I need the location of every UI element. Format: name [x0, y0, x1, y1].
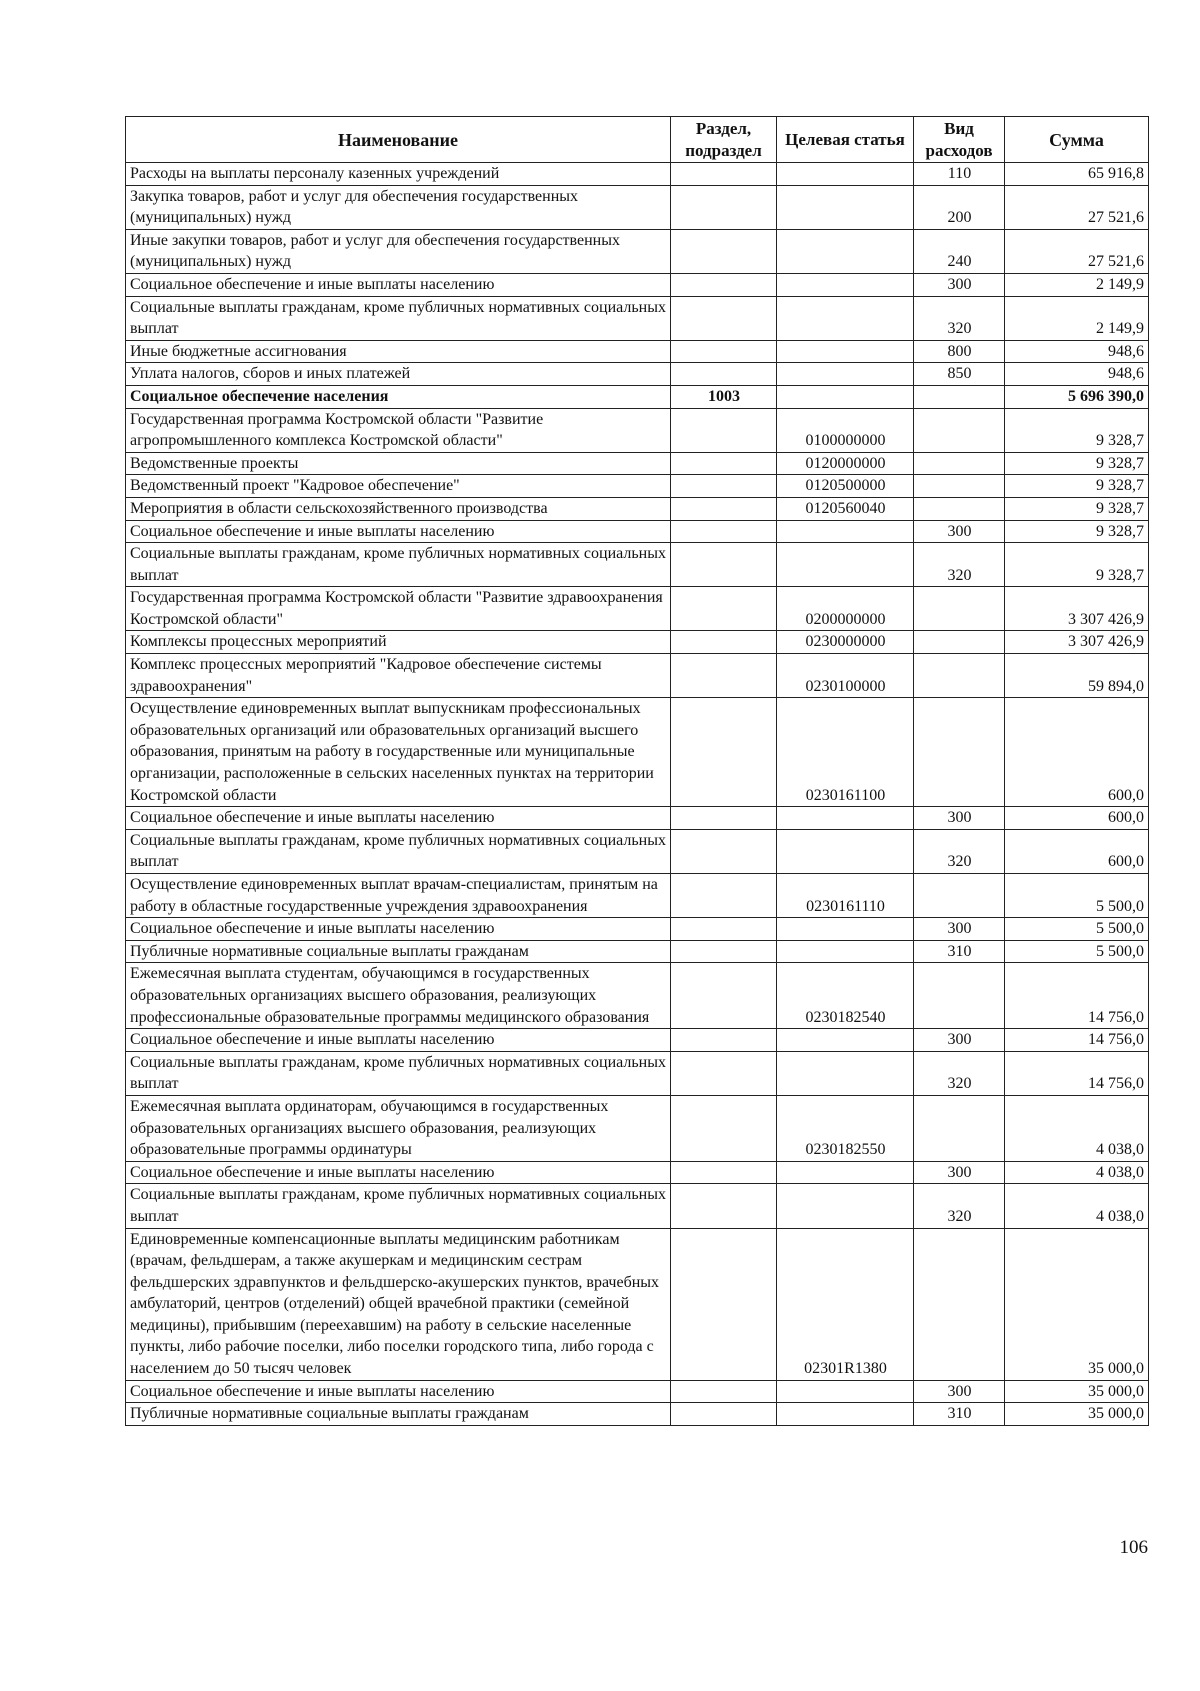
- cell-sum: 35 000,0: [1005, 1403, 1149, 1426]
- cell-target: [777, 385, 914, 408]
- cell-sum: 9 328,7: [1005, 408, 1149, 452]
- cell-name: Публичные нормативные социальные выплаты гражданам: [126, 940, 671, 963]
- cell-sum: 600,0: [1005, 807, 1149, 830]
- header-name: Наименование: [126, 117, 671, 163]
- cell-razdel: [671, 1184, 777, 1228]
- cell-vid: 300: [914, 1380, 1005, 1403]
- cell-vid: 800: [914, 340, 1005, 363]
- cell-name: Социальное обеспечение и иные выплаты населению: [126, 807, 671, 830]
- cell-vid: 300: [914, 807, 1005, 830]
- cell-sum: 4 038,0: [1005, 1161, 1149, 1184]
- cell-vid: [914, 475, 1005, 498]
- cell-vid: 240: [914, 229, 1005, 273]
- header-vid: Вид расходов: [914, 117, 1005, 163]
- cell-vid: 850: [914, 363, 1005, 386]
- table-row: [126, 1228, 1149, 1380]
- cell-razdel: [671, 1161, 777, 1184]
- table-row: [126, 229, 1149, 273]
- cell-target: [777, 1380, 914, 1403]
- cell-name: Осуществление единовременных выплат выпускникам профессиональных образовательных организаций или образовательных организаций высшего образования, принятым на работу в государственные или муниципальные организации, расположенные в сельских населенных пунктах на территории Костромской области: [126, 698, 671, 807]
- table-row: [126, 408, 1149, 452]
- cell-name: Единовременные компенсационные выплаты медицинским работникам (врачам, фельдшерам, а также акушеркам и медицинским сестрам фельдшерских здравпунктов и фельдшерско-акушерских пунктов, врачебных амбулаторий, центров (отделений) общей врачебной практики (семейной медицины), прибывшим (переехавшим) на работу в сельские населенные пункты, либо рабочие поселки, либо поселки городского типа, либо города с населением до 50 тысяч человек: [126, 1228, 671, 1380]
- cell-razdel: [671, 296, 777, 340]
- cell-target: [777, 296, 914, 340]
- cell-sum: 9 328,7: [1005, 543, 1149, 587]
- table-row: [126, 163, 1149, 186]
- cell-name: Социальные выплаты гражданам, кроме публичных нормативных социальных выплат: [126, 1184, 671, 1228]
- cell-razdel: 1003: [671, 385, 777, 408]
- cell-sum: 2 149,9: [1005, 296, 1149, 340]
- cell-razdel: [671, 497, 777, 520]
- cell-sum: 3 307 426,9: [1005, 631, 1149, 654]
- cell-name: Социальные выплаты гражданам, кроме публичных нормативных социальных выплат: [126, 543, 671, 587]
- cell-target: 0120560040: [777, 497, 914, 520]
- cell-name: Публичные нормативные социальные выплаты гражданам: [126, 1403, 671, 1426]
- table-row: [126, 1095, 1149, 1161]
- table-row: [126, 273, 1149, 296]
- cell-vid: 310: [914, 940, 1005, 963]
- table-row: [126, 1161, 1149, 1184]
- cell-sum: 9 328,7: [1005, 475, 1149, 498]
- cell-target: [777, 1029, 914, 1052]
- cell-name: Осуществление единовременных выплат врачам-специалистам, принятым на работу в областные государственные учреждения здравоохранения: [126, 874, 671, 918]
- cell-target: 0230182550: [777, 1095, 914, 1161]
- cell-sum: 5 500,0: [1005, 918, 1149, 941]
- cell-vid: 320: [914, 1184, 1005, 1228]
- cell-target: [777, 520, 914, 543]
- cell-target: [777, 1161, 914, 1184]
- cell-target: [777, 543, 914, 587]
- cell-sum: 27 521,6: [1005, 185, 1149, 229]
- cell-name: Уплата налогов, сборов и иных платежей: [126, 363, 671, 386]
- cell-vid: 300: [914, 1161, 1005, 1184]
- header-razdel: Раздел, подраздел: [671, 117, 777, 163]
- cell-target: [777, 185, 914, 229]
- table-row: [126, 1184, 1149, 1228]
- cell-name: Социальное обеспечение и иные выплаты населению: [126, 1161, 671, 1184]
- cell-name: Ежемесячная выплата студентам, обучающимся в государственных образовательных организациях высшего образования, реализующих профессиональные образовательные программы медицинского образования: [126, 963, 671, 1029]
- budget-table: [125, 116, 1149, 1426]
- cell-vid: 310: [914, 1403, 1005, 1426]
- cell-razdel: [671, 543, 777, 587]
- cell-razdel: [671, 229, 777, 273]
- table-row: [126, 363, 1149, 386]
- cell-target: [777, 807, 914, 830]
- table-row: [126, 452, 1149, 475]
- cell-razdel: [671, 829, 777, 873]
- cell-name: Государственная программа Костромской области "Развитие здравоохранения Костромской области": [126, 587, 671, 631]
- cell-vid: [914, 497, 1005, 520]
- cell-target: [777, 229, 914, 273]
- cell-sum: 5 500,0: [1005, 940, 1149, 963]
- cell-target: [777, 940, 914, 963]
- cell-razdel: [671, 408, 777, 452]
- cell-vid: [914, 698, 1005, 807]
- cell-razdel: [671, 363, 777, 386]
- cell-sum: 14 756,0: [1005, 1051, 1149, 1095]
- cell-razdel: [671, 918, 777, 941]
- cell-name: Ведомственные проекты: [126, 452, 671, 475]
- cell-target: [777, 1051, 914, 1095]
- table-row: [126, 654, 1149, 698]
- cell-name: Ведомственный проект "Кадровое обеспечение": [126, 475, 671, 498]
- cell-target: [777, 1184, 914, 1228]
- cell-sum: 948,6: [1005, 363, 1149, 386]
- table-row: [126, 963, 1149, 1029]
- cell-sum: 3 307 426,9: [1005, 587, 1149, 631]
- cell-vid: [914, 452, 1005, 475]
- cell-vid: 300: [914, 1029, 1005, 1052]
- table-row: [126, 185, 1149, 229]
- cell-sum: 5 696 390,0: [1005, 385, 1149, 408]
- cell-target: [777, 1403, 914, 1426]
- cell-vid: [914, 385, 1005, 408]
- cell-sum: 4 038,0: [1005, 1095, 1149, 1161]
- cell-sum: 35 000,0: [1005, 1380, 1149, 1403]
- cell-name: Социальное обеспечение населения: [126, 385, 671, 408]
- cell-sum: 9 328,7: [1005, 520, 1149, 543]
- cell-name: Социальные выплаты гражданам, кроме публичных нормативных социальных выплат: [126, 829, 671, 873]
- cell-name: Социальные выплаты гражданам, кроме публичных нормативных социальных выплат: [126, 1051, 671, 1095]
- table-row: [126, 1029, 1149, 1052]
- cell-razdel: [671, 185, 777, 229]
- cell-target: [777, 163, 914, 186]
- cell-vid: 110: [914, 163, 1005, 186]
- table-body: [126, 163, 1149, 1426]
- cell-razdel: [671, 698, 777, 807]
- cell-razdel: [671, 1051, 777, 1095]
- cell-vid: 300: [914, 273, 1005, 296]
- cell-razdel: [671, 1095, 777, 1161]
- cell-razdel: [671, 874, 777, 918]
- table-row: [126, 698, 1149, 807]
- cell-sum: 35 000,0: [1005, 1228, 1149, 1380]
- cell-target: [777, 363, 914, 386]
- cell-vid: 320: [914, 543, 1005, 587]
- cell-razdel: [671, 520, 777, 543]
- cell-razdel: [671, 475, 777, 498]
- table-row: [126, 1403, 1149, 1426]
- cell-vid: 320: [914, 829, 1005, 873]
- table-row: [126, 829, 1149, 873]
- table-row: [126, 385, 1149, 408]
- cell-vid: [914, 1228, 1005, 1380]
- cell-sum: 9 328,7: [1005, 452, 1149, 475]
- table-row: [126, 918, 1149, 941]
- cell-name: Социальное обеспечение и иные выплаты населению: [126, 520, 671, 543]
- cell-name: Социальное обеспечение и иные выплаты населению: [126, 273, 671, 296]
- table-row: [126, 543, 1149, 587]
- cell-name: Комплексы процессных мероприятий: [126, 631, 671, 654]
- cell-name: Иные бюджетные ассигнования: [126, 340, 671, 363]
- cell-razdel: [671, 1403, 777, 1426]
- cell-vid: [914, 1095, 1005, 1161]
- cell-razdel: [671, 631, 777, 654]
- table-header-row: [126, 117, 1149, 163]
- table-row: [126, 520, 1149, 543]
- cell-vid: 320: [914, 1051, 1005, 1095]
- cell-razdel: [671, 807, 777, 830]
- header-sum: Сумма: [1005, 117, 1149, 163]
- table-row: [126, 940, 1149, 963]
- cell-sum: 14 756,0: [1005, 1029, 1149, 1052]
- cell-razdel: [671, 654, 777, 698]
- cell-name: Социальное обеспечение и иные выплаты населению: [126, 1029, 671, 1052]
- cell-name: Социальные выплаты гражданам, кроме публичных нормативных социальных выплат: [126, 296, 671, 340]
- cell-razdel: [671, 163, 777, 186]
- cell-name: Государственная программа Костромской области "Развитие агропромышленного комплекса Костромской области": [126, 408, 671, 452]
- cell-name: Иные закупки товаров, работ и услуг для обеспечения государственных (муниципальных) нужд: [126, 229, 671, 273]
- cell-razdel: [671, 1228, 777, 1380]
- cell-vid: [914, 631, 1005, 654]
- cell-sum: 5 500,0: [1005, 874, 1149, 918]
- table-row: [126, 1051, 1149, 1095]
- cell-sum: 2 149,9: [1005, 273, 1149, 296]
- cell-target: 0230100000: [777, 654, 914, 698]
- cell-razdel: [671, 340, 777, 363]
- cell-sum: 65 916,8: [1005, 163, 1149, 186]
- cell-name: Закупка товаров, работ и услуг для обеспечения государственных (муниципальных) нужд: [126, 185, 671, 229]
- cell-razdel: [671, 940, 777, 963]
- cell-razdel: [671, 587, 777, 631]
- cell-target: 0230161100: [777, 698, 914, 807]
- cell-razdel: [671, 1029, 777, 1052]
- cell-name: Комплекс процессных мероприятий "Кадровое обеспечение системы здравоохранения": [126, 654, 671, 698]
- cell-name: Социальное обеспечение и иные выплаты населению: [126, 1380, 671, 1403]
- table-row: [126, 631, 1149, 654]
- cell-vid: 200: [914, 185, 1005, 229]
- cell-target: [777, 340, 914, 363]
- cell-sum: 4 038,0: [1005, 1184, 1149, 1228]
- cell-sum: 948,6: [1005, 340, 1149, 363]
- cell-sum: 600,0: [1005, 829, 1149, 873]
- cell-target: [777, 273, 914, 296]
- cell-name: Ежемесячная выплата ординаторам, обучающимся в государственных образовательных организациях высшего образования, реализующих образовательные программы ординатуры: [126, 1095, 671, 1161]
- cell-vid: [914, 874, 1005, 918]
- table-row: [126, 296, 1149, 340]
- cell-target: 0100000000: [777, 408, 914, 452]
- cell-vid: [914, 963, 1005, 1029]
- cell-target: 02301R1380: [777, 1228, 914, 1380]
- table-row: [126, 807, 1149, 830]
- cell-target: 0120500000: [777, 475, 914, 498]
- cell-sum: 14 756,0: [1005, 963, 1149, 1029]
- header-target: Целевая статья: [777, 117, 914, 163]
- cell-razdel: [671, 963, 777, 1029]
- cell-razdel: [671, 452, 777, 475]
- cell-vid: [914, 654, 1005, 698]
- table-row: [126, 340, 1149, 363]
- cell-name: Мероприятия в области сельскохозяйственного производства: [126, 497, 671, 520]
- cell-sum: 600,0: [1005, 698, 1149, 807]
- table-row: [126, 475, 1149, 498]
- cell-vid: 300: [914, 520, 1005, 543]
- cell-target: 0120000000: [777, 452, 914, 475]
- cell-sum: 9 328,7: [1005, 497, 1149, 520]
- cell-sum: 27 521,6: [1005, 229, 1149, 273]
- cell-target: [777, 918, 914, 941]
- cell-vid: 300: [914, 918, 1005, 941]
- cell-target: 0230182540: [777, 963, 914, 1029]
- cell-target: 0200000000: [777, 587, 914, 631]
- table-row: [126, 587, 1149, 631]
- cell-vid: [914, 408, 1005, 452]
- cell-name: Расходы на выплаты персоналу казенных учреждений: [126, 163, 671, 186]
- table-row: [126, 497, 1149, 520]
- cell-name: Социальное обеспечение и иные выплаты населению: [126, 918, 671, 941]
- cell-target: 0230000000: [777, 631, 914, 654]
- cell-razdel: [671, 273, 777, 296]
- cell-vid: [914, 587, 1005, 631]
- table-row: [126, 874, 1149, 918]
- cell-vid: 320: [914, 296, 1005, 340]
- cell-sum: 59 894,0: [1005, 654, 1149, 698]
- cell-target: [777, 829, 914, 873]
- page-number: 106: [1119, 1537, 1148, 1558]
- cell-razdel: [671, 1380, 777, 1403]
- table-row: [126, 1380, 1149, 1403]
- cell-target: 0230161110: [777, 874, 914, 918]
